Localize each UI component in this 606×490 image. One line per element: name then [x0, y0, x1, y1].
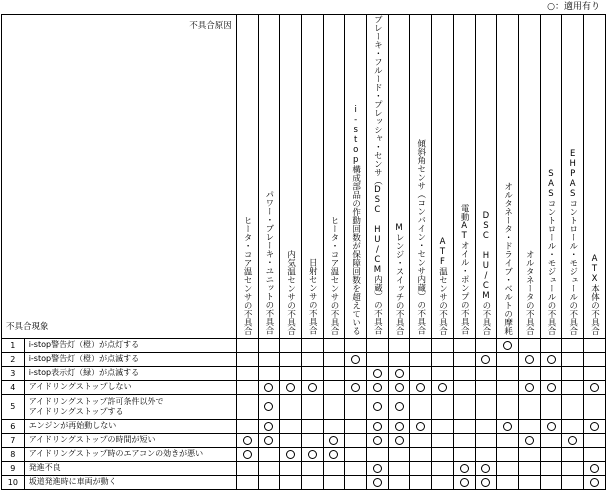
matrix-cell [258, 352, 280, 366]
phenomenon-label: 発進不良 [24, 461, 236, 475]
cause-label: ヒータ・コア温センサの不具合 [242, 215, 253, 335]
matrix-cell [540, 380, 562, 394]
matrix-cell [562, 475, 584, 489]
matrix-cell [497, 433, 519, 447]
applicable-mark-icon [373, 436, 382, 445]
matrix-cell [497, 394, 519, 419]
row-number: 9 [2, 461, 25, 475]
applicable-mark-icon [395, 369, 404, 378]
applicable-mark-icon [395, 383, 404, 392]
matrix-cell [518, 447, 540, 461]
matrix-cell [301, 461, 323, 475]
cause-header-7 [367, 15, 389, 339]
row-number: 1 [2, 338, 25, 352]
matrix-cell [497, 447, 519, 461]
matrix-cell [410, 380, 432, 394]
matrix-cell [388, 380, 410, 394]
matrix-cell [475, 366, 497, 380]
matrix-cell [236, 447, 258, 461]
matrix-cell [584, 447, 606, 461]
matrix-cell [453, 366, 475, 380]
matrix-cell [345, 475, 367, 489]
matrix-cell [388, 394, 410, 419]
matrix-cell [323, 433, 345, 447]
applicable-mark-icon [395, 422, 404, 431]
matrix-cell [345, 352, 367, 366]
matrix-cell [258, 394, 280, 419]
matrix-cell [432, 352, 454, 366]
matrix-cell [518, 380, 540, 394]
matrix-cell [584, 475, 606, 489]
matrix-cell [345, 461, 367, 475]
cause-heading: 不具合原因 [189, 21, 232, 31]
matrix-cell [388, 447, 410, 461]
applicable-mark-icon [373, 422, 382, 431]
header-row [2, 15, 606, 339]
matrix-cell [367, 433, 389, 447]
applicable-mark-icon [503, 422, 512, 431]
table-row [2, 394, 606, 419]
table-row [2, 366, 606, 380]
cause-header-6 [345, 15, 367, 339]
matrix-cell [323, 447, 345, 461]
matrix-cell [540, 419, 562, 433]
applicable-mark-icon [481, 464, 490, 473]
table-row [2, 380, 606, 394]
table-row [2, 447, 606, 461]
cause-label: i-stop構成部品の作動回数が保障回数を超えている [350, 104, 361, 335]
matrix-cell [323, 461, 345, 475]
matrix-cell [345, 380, 367, 394]
cause-header-10 [432, 15, 454, 339]
cause-label: ATF温センサの不具合 [437, 236, 448, 335]
matrix-cell [432, 380, 454, 394]
matrix-cell [432, 419, 454, 433]
matrix-cell [280, 352, 302, 366]
matrix-cell [236, 433, 258, 447]
matrix-cell [301, 380, 323, 394]
matrix-cell [323, 380, 345, 394]
matrix-cell [497, 419, 519, 433]
matrix-cell [236, 475, 258, 489]
applicable-mark-icon [590, 478, 599, 487]
applicable-mark-icon [264, 383, 273, 392]
table-row [2, 433, 606, 447]
applicable-mark-icon [590, 422, 599, 431]
matrix-cell [410, 461, 432, 475]
matrix-cell [562, 366, 584, 380]
matrix-cell [410, 338, 432, 352]
table-row [2, 475, 606, 489]
matrix-cell [540, 352, 562, 366]
applicable-mark-icon [460, 478, 469, 487]
matrix-cell [497, 338, 519, 352]
matrix-cell [562, 394, 584, 419]
matrix-cell [518, 366, 540, 380]
matrix-cell [497, 352, 519, 366]
matrix-cell [518, 461, 540, 475]
applicable-mark-icon [547, 422, 556, 431]
applicable-mark-icon [590, 464, 599, 473]
applicable-mark-icon [329, 450, 338, 459]
matrix-cell [258, 433, 280, 447]
matrix-cell [301, 475, 323, 489]
matrix-cell [475, 419, 497, 433]
matrix-cell [367, 380, 389, 394]
matrix-cell [345, 433, 367, 447]
cause-label: 電動ATオイル・ポンプの不具合 [459, 204, 470, 335]
applicable-mark-icon [264, 422, 273, 431]
matrix-cell [453, 433, 475, 447]
legend-note: ○：適用有り [547, 2, 600, 12]
matrix-cell [518, 475, 540, 489]
phenomenon-label: エンジンが再始動しない [24, 419, 236, 433]
applicable-mark-icon [286, 383, 295, 392]
matrix-cell [367, 419, 389, 433]
applicable-mark-icon [243, 436, 252, 445]
matrix-cell [497, 475, 519, 489]
row-number: 4 [2, 380, 25, 394]
matrix-cell [258, 447, 280, 461]
matrix-cell [388, 461, 410, 475]
matrix-cell [280, 419, 302, 433]
table-row [2, 461, 606, 475]
matrix-cell [388, 338, 410, 352]
row-number: 8 [2, 447, 25, 461]
cause-header-1 [236, 15, 258, 339]
cause-label: EHPASコントロール・モジュールの不具合 [567, 148, 578, 335]
matrix-cell [453, 461, 475, 475]
matrix-cell [323, 394, 345, 419]
matrix-cell [540, 433, 562, 447]
matrix-cell [432, 461, 454, 475]
matrix-cell [475, 394, 497, 419]
matrix-cell [388, 366, 410, 380]
cause-header-4 [301, 15, 323, 339]
cause-header-9 [410, 15, 432, 339]
matrix-cell [258, 419, 280, 433]
phenomenon-label: アイドリングストップしない [24, 380, 236, 394]
applicable-mark-icon [351, 355, 360, 364]
matrix-cell [584, 380, 606, 394]
matrix-cell [475, 433, 497, 447]
matrix-cell [301, 447, 323, 461]
applicable-mark-icon [308, 383, 317, 392]
matrix-cell [301, 338, 323, 352]
cause-header-11 [453, 15, 475, 339]
cause-label: オルタネータ・ドライブ・ベルトの摩耗 [502, 181, 513, 335]
applicable-mark-icon [547, 383, 556, 392]
applicable-mark-icon [503, 341, 512, 350]
applicable-mark-icon [395, 402, 404, 411]
applicable-mark-icon [481, 478, 490, 487]
matrix-cell [562, 447, 584, 461]
cause-header-5 [323, 15, 345, 339]
matrix-cell [540, 338, 562, 352]
matrix-cell [497, 380, 519, 394]
matrix-cell [258, 338, 280, 352]
matrix-cell [562, 461, 584, 475]
matrix-cell [236, 380, 258, 394]
applicable-mark-icon [373, 464, 382, 473]
matrix-cell [540, 394, 562, 419]
matrix-cell [540, 366, 562, 380]
matrix-cell [584, 419, 606, 433]
matrix-cell [518, 394, 540, 419]
matrix-cell [236, 419, 258, 433]
table-row [2, 352, 606, 366]
matrix-cell [345, 419, 367, 433]
matrix-cell [518, 338, 540, 352]
matrix-cell [236, 338, 258, 352]
applicable-mark-icon [568, 436, 577, 445]
applicable-mark-icon [416, 422, 425, 431]
matrix-cell [453, 338, 475, 352]
matrix-cell [562, 352, 584, 366]
matrix-cell [518, 433, 540, 447]
cause-label: DSC HU/CMの不具合 [480, 210, 491, 335]
matrix-cell [345, 366, 367, 380]
matrix-cell [410, 394, 432, 419]
matrix-cell [540, 461, 562, 475]
matrix-cell [584, 366, 606, 380]
matrix-cell [410, 419, 432, 433]
cause-header-17 [584, 15, 606, 339]
phenomenon-label: アイドリングストップ許可条件以外で アイドリングストップする [24, 394, 236, 419]
cause-label: ブレーキ・フルード・プレッシャ・センサ（DSC HU/CM内蔵）の不具合 [372, 15, 383, 335]
matrix-cell [475, 475, 497, 489]
matrix-cell [497, 366, 519, 380]
matrix-cell [584, 433, 606, 447]
applicable-mark-icon [395, 436, 404, 445]
cause-header-3 [280, 15, 302, 339]
phenomenon-label: アイドリングストップ時のエアコンの効きが悪い [24, 447, 236, 461]
matrix-cell [453, 419, 475, 433]
applicable-mark-icon [438, 383, 447, 392]
matrix-cell [323, 352, 345, 366]
cause-label: 傾斜角センサ（コンバイン・センサ内蔵）の不具合 [415, 139, 426, 335]
matrix-cell [258, 380, 280, 394]
applicable-mark-icon [590, 383, 599, 392]
applicable-mark-icon [525, 355, 534, 364]
matrix-cell [453, 475, 475, 489]
cause-label: SASコントロール・モジュールの不具合 [546, 168, 556, 335]
matrix-cell [453, 394, 475, 419]
matrix-cell [258, 475, 280, 489]
matrix-cell [432, 433, 454, 447]
applicable-mark-icon [264, 436, 273, 445]
applicable-mark-icon [373, 369, 382, 378]
cause-label: ATX本体の不具合 [589, 253, 600, 335]
matrix-cell [518, 352, 540, 366]
applicable-mark-icon [416, 383, 425, 392]
applicable-mark-icon [329, 436, 338, 445]
matrix-cell [367, 338, 389, 352]
matrix-cell [323, 366, 345, 380]
matrix-cell [258, 461, 280, 475]
applicable-mark-icon [525, 383, 534, 392]
matrix-cell [236, 394, 258, 419]
matrix-cell [367, 394, 389, 419]
matrix-cell [518, 419, 540, 433]
cause-label: オルタネータの不具合 [524, 249, 535, 335]
phenomenon-label: i-stop警告灯（橙）が点灯する [24, 338, 236, 352]
row-number: 10 [2, 475, 25, 489]
matrix-cell [301, 419, 323, 433]
matrix-cell [236, 352, 258, 366]
matrix-cell [432, 338, 454, 352]
cause-header-12 [475, 15, 497, 339]
applicable-mark-icon [373, 478, 382, 487]
matrix-cell [453, 380, 475, 394]
matrix-cell [497, 461, 519, 475]
matrix-cell [540, 447, 562, 461]
cause-label: 日射センサの不具合 [307, 258, 318, 335]
applicable-mark-icon [460, 464, 469, 473]
cause-label: Mレンジ・スイッチの不具合 [394, 222, 405, 335]
matrix-cell [345, 447, 367, 461]
matrix-cell [432, 475, 454, 489]
matrix-cell [562, 433, 584, 447]
applicable-mark-icon [373, 402, 382, 411]
matrix-cell [323, 419, 345, 433]
corner-header-cell [2, 15, 237, 339]
matrix-cell [323, 338, 345, 352]
matrix-cell [388, 475, 410, 489]
matrix-cell [301, 394, 323, 419]
matrix-cell [475, 352, 497, 366]
cause-header-13 [497, 15, 519, 339]
matrix-cell [540, 475, 562, 489]
matrix-cell [367, 461, 389, 475]
matrix-cell [432, 447, 454, 461]
matrix-cell [388, 419, 410, 433]
phenomenon-heading: 不具合現象 [6, 321, 49, 332]
matrix-cell [280, 461, 302, 475]
cause-header-16 [562, 15, 584, 339]
applicable-mark-icon [308, 450, 317, 459]
cause-label: ヒータ・コア温センサの不具合 [328, 215, 339, 335]
cause-phenomenon-matrix [1, 14, 606, 490]
matrix-cell [475, 461, 497, 475]
matrix-cell [323, 475, 345, 489]
matrix-cell [475, 380, 497, 394]
matrix-cell [410, 447, 432, 461]
matrix-cell [562, 338, 584, 352]
table-row [2, 338, 606, 352]
matrix-cell [367, 366, 389, 380]
matrix-cell [432, 366, 454, 380]
applicable-mark-icon [351, 383, 360, 392]
matrix-cell [367, 352, 389, 366]
row-number: 3 [2, 366, 25, 380]
matrix-cell [258, 366, 280, 380]
phenomenon-label: アイドリングストップの時間が短い [24, 433, 236, 447]
matrix-cell [410, 475, 432, 489]
phenomenon-label: i-stop表示灯（緑）が点滅する [24, 366, 236, 380]
matrix-cell [410, 433, 432, 447]
matrix-cell [280, 380, 302, 394]
cause-header-2 [258, 15, 280, 339]
matrix-cell [453, 447, 475, 461]
matrix-cell [410, 352, 432, 366]
matrix-cell [475, 338, 497, 352]
matrix-cell [475, 447, 497, 461]
matrix-cell [584, 461, 606, 475]
matrix-cell [301, 433, 323, 447]
matrix-cell [388, 352, 410, 366]
applicable-mark-icon [264, 402, 273, 411]
row-number: 5 [2, 394, 25, 419]
matrix-cell [236, 366, 258, 380]
row-number: 2 [2, 352, 25, 366]
cause-header-8 [388, 15, 410, 339]
matrix-body [2, 338, 606, 489]
matrix-cell [584, 338, 606, 352]
matrix-cell [367, 447, 389, 461]
matrix-cell [562, 419, 584, 433]
matrix-cell [280, 475, 302, 489]
applicable-mark-icon [373, 383, 382, 392]
matrix-cell [280, 338, 302, 352]
matrix-cell [301, 366, 323, 380]
table-row [2, 419, 606, 433]
applicable-mark-icon [481, 355, 490, 364]
applicable-mark-icon [243, 450, 252, 459]
matrix-cell [280, 433, 302, 447]
matrix-cell [410, 366, 432, 380]
matrix-cell [367, 475, 389, 489]
cause-header-15 [540, 15, 562, 339]
matrix-cell [280, 447, 302, 461]
matrix-cell [345, 394, 367, 419]
row-number: 6 [2, 419, 25, 433]
matrix-cell [280, 366, 302, 380]
matrix-cell [301, 352, 323, 366]
matrix-cell [388, 433, 410, 447]
matrix-cell [236, 461, 258, 475]
phenomenon-label: i-stop警告灯（橙）が点滅する [24, 352, 236, 366]
matrix-cell [280, 394, 302, 419]
phenomenon-label: 坂道発進時に車両が動く [24, 475, 236, 489]
cause-label: 内気温センサの不具合 [285, 249, 296, 335]
matrix-cell [584, 352, 606, 366]
matrix-cell [345, 338, 367, 352]
cause-label: パワー・ブレーキ・ユニットの不具合 [263, 190, 274, 335]
applicable-mark-icon [525, 436, 534, 445]
applicable-mark-icon [286, 450, 295, 459]
applicable-mark-icon [547, 355, 556, 364]
matrix-cell [432, 394, 454, 419]
cause-header-14 [518, 15, 540, 339]
matrix-cell [584, 394, 606, 419]
matrix-cell [453, 352, 475, 366]
row-number: 7 [2, 433, 25, 447]
matrix-cell [562, 380, 584, 394]
